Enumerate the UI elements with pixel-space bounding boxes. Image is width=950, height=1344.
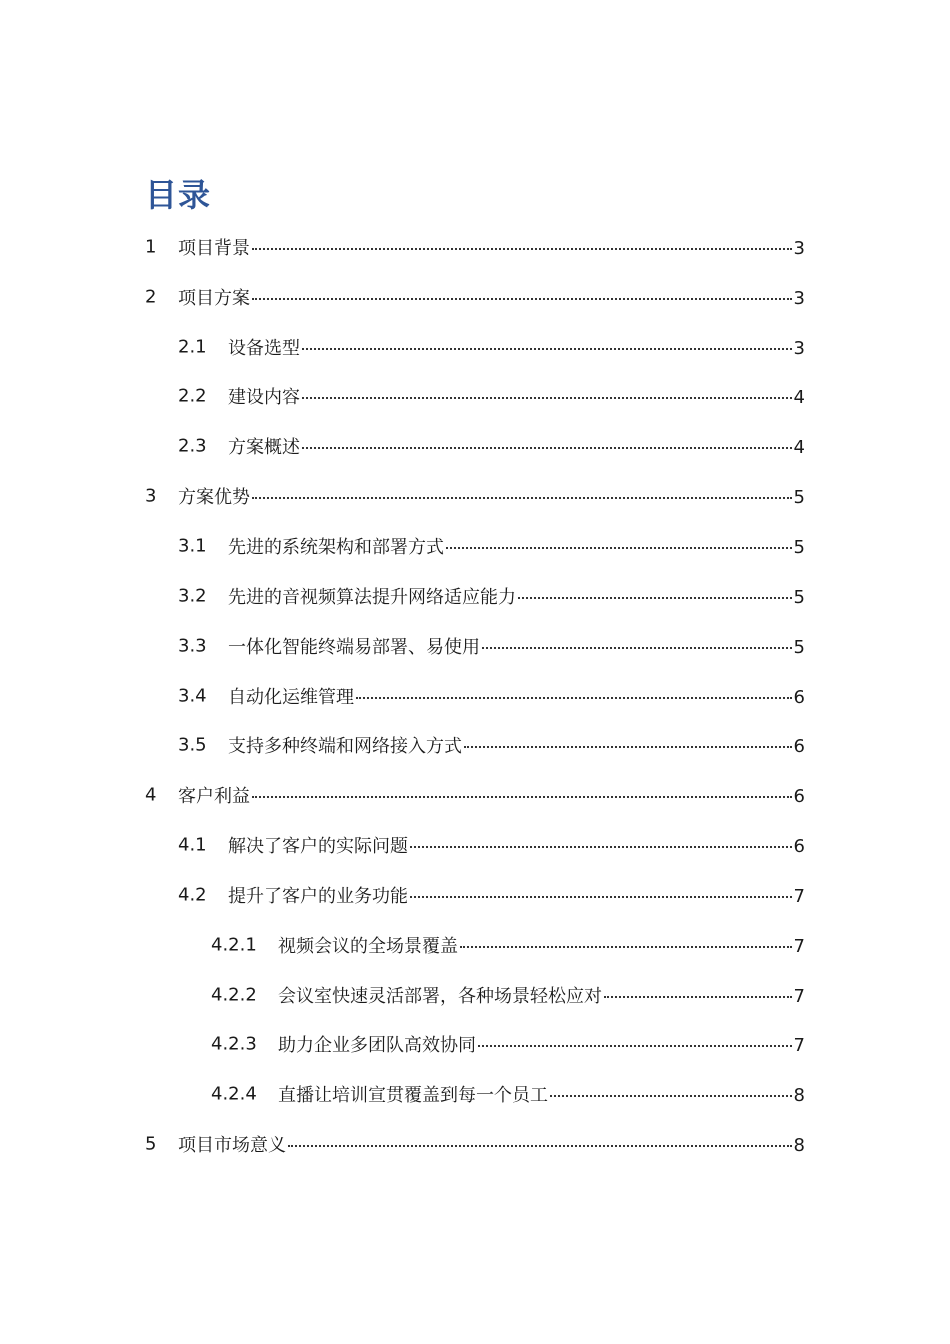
toc-entry-page-number: 7 <box>793 1035 805 1057</box>
dot-leader <box>410 846 792 848</box>
toc-entry-number: 3.4 <box>178 685 207 707</box>
toc-entry-body <box>228 732 805 758</box>
toc-entry[interactable] <box>0 471 950 521</box>
toc-entry-label: 客户利益 <box>178 786 250 808</box>
toc-entry[interactable] <box>0 1020 950 1070</box>
toc-entry[interactable] <box>0 1069 950 1119</box>
toc-entry-label: 视频会议的全场景覆盖 <box>278 935 458 957</box>
dot-leader <box>252 796 792 798</box>
toc-entry[interactable] <box>0 621 950 671</box>
toc-entry-number: 2.2 <box>178 385 207 407</box>
toc-entry[interactable] <box>0 920 950 970</box>
toc-entry-number: 2 <box>145 286 157 308</box>
toc-entry[interactable] <box>0 372 950 422</box>
toc-entry-body <box>228 832 805 858</box>
toc-entry-label: 一体化智能终端易部署、易使用 <box>228 636 480 658</box>
toc-entry-body <box>228 383 805 409</box>
toc-entry-page-number: 6 <box>793 736 805 758</box>
toc-entry-label: 方案概述 <box>228 437 300 459</box>
dot-leader <box>288 1145 792 1147</box>
toc-entry-number: 1 <box>145 236 157 258</box>
toc-entry[interactable] <box>0 222 950 272</box>
dot-leader <box>446 547 792 549</box>
toc-entry[interactable] <box>0 770 950 820</box>
toc-entry[interactable] <box>0 421 950 471</box>
dot-leader <box>604 996 792 998</box>
toc-entry[interactable] <box>0 720 950 770</box>
toc-entry-page-number: 5 <box>793 586 805 608</box>
toc-entry[interactable] <box>0 521 950 571</box>
toc-entry-number: 2.1 <box>178 336 207 358</box>
toc-entry-page-number: 6 <box>793 786 805 808</box>
dot-leader <box>252 248 792 250</box>
toc-entry-page-number: 5 <box>793 536 805 558</box>
toc-entry[interactable] <box>0 322 950 372</box>
toc-entry-page-number: 3 <box>793 287 805 309</box>
toc-entry-label: 项目市场意义 <box>178 1135 286 1157</box>
toc-entry-page-number: 3 <box>793 337 805 359</box>
toc-entry-body <box>178 782 805 808</box>
toc-entry-page-number: 3 <box>793 237 805 259</box>
toc-entry-page-number: 4 <box>793 387 805 409</box>
toc-entry-page-number: 6 <box>793 686 805 708</box>
toc-entry-body <box>228 683 805 709</box>
toc-entry-page-number: 7 <box>793 935 805 957</box>
dot-leader <box>302 348 792 350</box>
toc-entry-label: 解决了客户的实际问题 <box>228 836 408 858</box>
toc-entry-body <box>178 483 805 509</box>
toc-entry-label: 设备选型 <box>228 337 300 359</box>
toc-entry-page-number: 7 <box>793 985 805 1007</box>
dot-leader <box>550 1095 792 1097</box>
toc-entry-body <box>178 1131 805 1157</box>
toc-entry[interactable] <box>0 671 950 721</box>
toc-entry-body <box>228 882 805 908</box>
toc-entry-page-number: 8 <box>793 1085 805 1107</box>
toc-entry[interactable] <box>0 571 950 621</box>
toc-entry-body <box>178 284 805 310</box>
dot-leader <box>410 896 792 898</box>
toc-entry-page-number: 4 <box>793 437 805 459</box>
dot-leader <box>302 397 792 399</box>
toc-entry-page-number: 5 <box>793 487 805 509</box>
dot-leader <box>356 697 792 699</box>
dot-leader <box>460 946 792 948</box>
toc-entry-body <box>228 533 805 559</box>
toc-entry-label: 助力企业多团队高效协同 <box>278 1035 476 1057</box>
toc-entry-label: 自动化运维管理 <box>228 686 354 708</box>
dot-leader <box>518 597 792 599</box>
toc-entry-number: 4.1 <box>178 834 207 856</box>
dot-leader <box>464 746 792 748</box>
toc-entry-label: 项目背景 <box>178 237 250 259</box>
toc-entry-body <box>278 982 805 1008</box>
toc-entry-label: 方案优势 <box>178 487 250 509</box>
toc-entry[interactable] <box>0 870 950 920</box>
toc-entry-label: 先进的音视频算法提升网络适应能力 <box>228 586 516 608</box>
toc-entry-body <box>278 1031 805 1057</box>
toc-entry-body <box>278 932 805 958</box>
toc-list <box>0 222 950 1169</box>
toc-entry-number: 3 <box>145 485 157 507</box>
toc-entry-number: 4.2.3 <box>211 1033 257 1055</box>
toc-entry-body <box>228 334 805 360</box>
toc-entry-label: 提升了客户的业务功能 <box>228 885 408 907</box>
toc-entry-number: 5 <box>145 1133 157 1155</box>
toc-entry-number: 4 <box>145 784 157 806</box>
toc-entry-page-number: 8 <box>793 1135 805 1157</box>
toc-entry-number: 4.2.2 <box>211 984 257 1006</box>
toc-entry[interactable] <box>0 970 950 1020</box>
dot-leader <box>302 447 792 449</box>
toc-entry-number: 3.5 <box>178 734 207 756</box>
toc-entry-number: 2.3 <box>178 435 207 457</box>
toc-entry-number: 3.1 <box>178 535 207 557</box>
toc-entry-number: 4.2.4 <box>211 1083 257 1105</box>
toc-entry-body <box>228 633 805 659</box>
toc-entry-label: 支持多种终端和网络接入方式 <box>228 736 462 758</box>
dot-leader <box>252 298 792 300</box>
dot-leader <box>482 647 792 649</box>
toc-entry-page-number: 6 <box>793 836 805 858</box>
toc-entry[interactable] <box>0 272 950 322</box>
toc-entry-label: 直播让培训宣贯覆盖到每一个员工 <box>278 1085 548 1107</box>
toc-entry-page-number: 5 <box>793 636 805 658</box>
toc-entry-label: 先进的系统架构和部署方式 <box>228 536 444 558</box>
toc-entry-body <box>228 583 805 609</box>
toc-entry-label: 建设内容 <box>228 387 300 409</box>
toc-entry-body <box>228 433 805 459</box>
toc-entry-body <box>178 234 805 260</box>
toc-entry[interactable] <box>0 820 950 870</box>
toc-entry-page-number: 7 <box>793 885 805 907</box>
toc-entry[interactable] <box>0 1119 950 1169</box>
dot-leader <box>478 1045 792 1047</box>
toc-entry-number: 3.2 <box>178 585 207 607</box>
toc-entry-label: 项目方案 <box>178 287 250 309</box>
dot-leader <box>252 497 792 499</box>
toc-title: 目录 <box>145 176 212 214</box>
toc-entry-body <box>278 1081 805 1107</box>
toc-entry-label: 会议室快速灵活部署，各种场景轻松应对 <box>278 985 602 1007</box>
toc-entry-number: 4.2.1 <box>211 934 257 956</box>
toc-entry-number: 3.3 <box>178 635 207 657</box>
toc-entry-number: 4.2 <box>178 884 207 906</box>
